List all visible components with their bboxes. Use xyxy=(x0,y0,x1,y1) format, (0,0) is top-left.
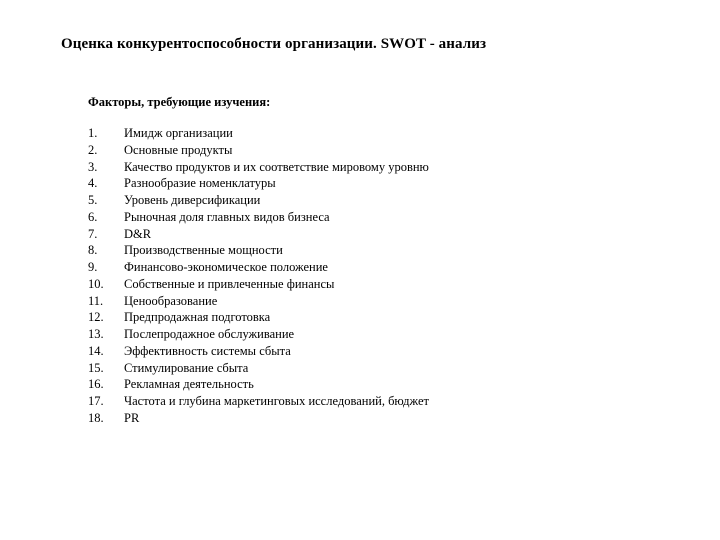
list-item xyxy=(88,293,429,310)
list-item xyxy=(88,410,429,427)
list-item-text: PR xyxy=(124,410,140,425)
list-item-text: Частота и глубина маркетинговых исследований, бюджет xyxy=(124,394,429,408)
list-item-number: 17. xyxy=(88,394,104,408)
list-item-text: Стимулирование сбыта xyxy=(124,360,249,375)
list-item-number: 5. xyxy=(88,193,98,207)
list-item-text: Финансово-экономическое положение xyxy=(124,260,328,274)
list-item xyxy=(88,259,429,276)
list-item xyxy=(88,393,429,410)
list-item xyxy=(88,242,429,259)
list-item-text: Разнообразие номенклатуры xyxy=(124,176,276,191)
list-item-number: 7. xyxy=(88,226,98,241)
list-item-text: Предпродажная подготовка xyxy=(124,310,271,325)
list-item xyxy=(88,360,429,377)
list-item xyxy=(88,192,429,209)
list-item-text: D&R xyxy=(124,226,152,241)
list-item xyxy=(88,326,429,343)
list-item-text: Рыночная доля главных видов бизнеса xyxy=(124,209,330,224)
section-subtitle: Факторы, требующие изучения: xyxy=(88,95,271,109)
list-item-number: 6. xyxy=(88,209,98,224)
list-item-text: Ценообразование xyxy=(124,293,218,308)
list-item-text: Рекламная деятельность xyxy=(124,377,254,392)
list-item xyxy=(88,159,429,176)
list-item-text: Эффективность системы сбыта xyxy=(124,343,291,358)
list-item-number: 11. xyxy=(88,293,104,308)
list-item xyxy=(88,226,429,243)
list-item xyxy=(88,343,429,360)
list-item-text: Основные продукты xyxy=(124,142,233,157)
list-item xyxy=(88,376,429,393)
list-item-number: 8. xyxy=(88,243,98,258)
list-item-text: Уровень диверсификации xyxy=(124,193,261,207)
list-item-number: 12. xyxy=(88,310,104,325)
list-item-number: 15. xyxy=(88,360,104,375)
factor-list xyxy=(88,125,429,427)
list-item-number: 14. xyxy=(88,343,104,358)
list-item-number: 10. xyxy=(88,276,104,291)
list-item-number: 13. xyxy=(88,327,104,341)
list-item-text: Имидж организации xyxy=(124,126,233,140)
list-item-text: Качество продуктов и их соответствие мировому уровню xyxy=(124,159,429,174)
list-item xyxy=(88,209,429,226)
list-item-text: Послепродажное обслуживание xyxy=(124,327,295,341)
list-item xyxy=(88,276,429,293)
list-item xyxy=(88,125,429,142)
list-item-number: 2. xyxy=(88,142,98,157)
list-item-number: 18. xyxy=(88,410,104,425)
list-item-number: 9. xyxy=(88,260,98,274)
list-item-number: 16. xyxy=(88,377,104,392)
list-item-number: 3. xyxy=(88,159,98,174)
list-item-number: 4. xyxy=(88,176,98,191)
list-item xyxy=(88,309,429,326)
list-item-number: 1. xyxy=(88,126,98,140)
list-item xyxy=(88,142,429,159)
list-item-text: Производственные мощности xyxy=(124,243,283,258)
list-item xyxy=(88,175,429,192)
page-title: Оценка конкурентоспособности организации. SWOT - анализ xyxy=(61,36,487,52)
list-item-text: Собственные и привлеченные финансы xyxy=(124,276,335,291)
